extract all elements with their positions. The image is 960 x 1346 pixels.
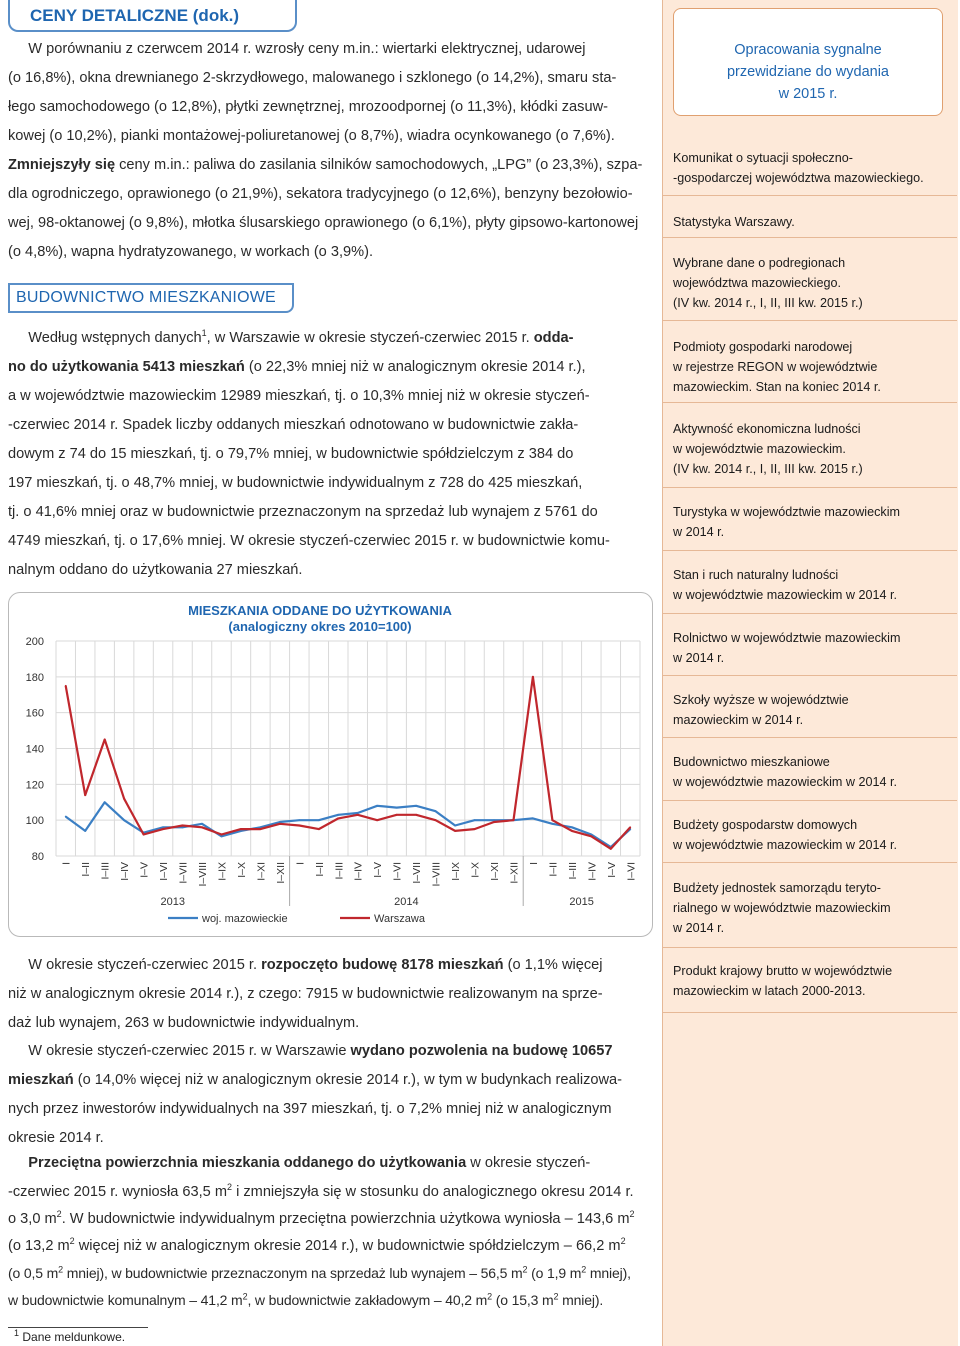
data-point (357, 812, 359, 814)
x-tick-label: I–V (605, 862, 618, 878)
x-tick-label: I–XII (274, 862, 287, 884)
sidebar-publication-line: Budżety gospodarstw domowych (673, 818, 858, 832)
sidebar-publication-line: Budownictwo mieszkaniowe (673, 755, 830, 769)
data-point (552, 819, 554, 821)
publications-sidebar (662, 0, 958, 1346)
sq-sup: 2 (227, 1182, 233, 1193)
footnote-ref: 1 (201, 328, 207, 339)
x-tick-label: I–V (372, 862, 385, 878)
sidebar-publication-line: Statystyka Warszawy. (673, 215, 795, 229)
sidebar-publication-item (673, 253, 933, 313)
permit-bold-a: wydano pozwolenia na budowę 10657 (350, 1043, 613, 1059)
data-point (65, 816, 67, 818)
x-tick-label: I–XII (508, 862, 521, 884)
start-line-1 (8, 951, 648, 979)
data-point (571, 826, 573, 828)
data-point (279, 821, 281, 823)
area-text-e: . W budownictwie indywidualnym przeciętna powierzchnia użytkowa wyniosła – 143,6 m (61, 1211, 630, 1227)
sidebar-publication-item (673, 337, 933, 397)
data-point (123, 798, 125, 800)
sidebar-publication-item (673, 419, 933, 479)
sidebar-header (673, 8, 943, 116)
area-line-5 (8, 1259, 648, 1287)
sidebar-publication-line: w 2014 r. (673, 921, 725, 935)
x-tick-label: I–V (138, 862, 151, 878)
sidebar-divider (663, 550, 957, 551)
area-text-j: (o 1,9 m (527, 1265, 582, 1281)
x-tick-label: I–II (547, 862, 560, 877)
prices-line-2: (o 16,8%), okna drewnianego 2-skrzydłowego, malowanego i szklonego (o 14,2%), smaru sta- (8, 70, 617, 86)
area-text-n: (o 15,3 m (492, 1292, 554, 1308)
area-text-b: -czerwiec 2015 r. wyniosła 63,5 m (8, 1184, 227, 1200)
x-tick-label: I–IX (450, 862, 463, 881)
year-label: 2015 (569, 896, 594, 908)
area-line-1 (8, 1149, 648, 1177)
sq-sup: 2 (620, 1236, 626, 1247)
y-tick-label: 100 (25, 815, 44, 828)
data-point (182, 825, 184, 827)
year-label: 2013 (160, 896, 186, 908)
sidebar-publication-line: w województwie mazowieckim. (673, 442, 846, 456)
sidebar-divider (663, 195, 957, 196)
footnote-divider (8, 1327, 148, 1328)
x-tick-label: I–IV (352, 862, 365, 881)
sidebar-publication-line: Produkt krajowy brutto w województwie (673, 964, 893, 978)
data-point (104, 801, 106, 803)
data-point (201, 826, 203, 828)
x-tick-label: I–VIII (430, 862, 443, 887)
data-point (337, 817, 339, 819)
x-tick-label: I (294, 862, 307, 865)
sidebar-publication-line: w województwie mazowieckim w 2014 r. (673, 588, 897, 602)
sidebar-publication-item (673, 628, 933, 668)
chart-title: MIESZKANIA ODDANE DO UŻYTKOWANIA (188, 603, 452, 618)
data-point (552, 823, 554, 825)
sq-sup: 2 (629, 1209, 635, 1220)
area-line-3 (8, 1205, 648, 1233)
x-tick-label: I–X (469, 862, 482, 878)
area-text-a: w okresie styczeń- (466, 1155, 591, 1171)
sidebar-publication-line: Budżety jednostek samorządu teryto- (673, 881, 881, 895)
data-point (357, 814, 359, 816)
data-point (513, 819, 515, 821)
y-tick-label: 140 (25, 743, 44, 756)
permit-line-4: okresie 2014 r. (8, 1130, 104, 1146)
data-point (493, 821, 495, 823)
sidebar-divider (663, 947, 957, 948)
data-point (474, 819, 476, 821)
data-point (532, 817, 534, 819)
x-tick-label: I–VI (158, 862, 171, 881)
y-tick-label: 80 (31, 851, 44, 863)
decrease-text: ceny m.in.: paliwa do zasilania silników samochodowych, „LPG” (o 23,3%), szpa- (115, 157, 643, 173)
sidebar-publication-item (673, 961, 933, 1001)
data-point (318, 819, 320, 821)
housing-line-7: tj. o 41,6% mniej oraz w budownictwie przeznaczonym na sprzedaż lub wynajem z 5761 do (8, 504, 598, 520)
area-text-g: więcej niż w analogicznym okresie 2014 r.), w budownictwie spółdzielczym – 66,2 m (74, 1238, 621, 1254)
sq-sup: 2 (242, 1291, 248, 1302)
sidebar-divider (663, 1012, 957, 1013)
prices-line-7: wej, 98-oktanowej (o 9,8%), młotka ślusarskiego oprawionego (o 6,1%), płyty gipsowo-kartonowej (8, 215, 639, 231)
housing-text-b: , w Warszawie w okresie styczeń-czerwiec 2015 r. (206, 330, 534, 346)
housing-line-8: 4749 mieszkań, tj. o 17,6% mniej. W okresie styczeń-czerwiec 2015 r. w budownictwie komu- (8, 533, 610, 549)
area-text-c: i zmniejszyła się w stosunku do analogicznego okresu 2014 r. (232, 1184, 634, 1200)
sidebar-divider (663, 402, 957, 403)
data-point (532, 676, 534, 678)
sidebar-publication-line: Turystyka w województwie mazowieckim (673, 505, 900, 519)
data-point (260, 828, 262, 830)
decrease-heading: Zmniejszyły się (8, 157, 116, 173)
data-point (221, 835, 223, 837)
permit-line-3: nych przez inwestorów indywidualnych na 397 mieszkań, tj. o 7,2% mniej niż w analogicznym (8, 1101, 612, 1117)
x-tick-label: I–VI (391, 862, 404, 881)
housing-line-6: 197 mieszkań, tj. o 48,7% mniej, w budownictwie indywidualnym z 728 do 425 mieszkań, (8, 475, 583, 491)
sidebar-publication-line: w województwie mazowieckim w 2014 r. (673, 838, 897, 852)
sidebar-publication-line: rialnego w województwie mazowieckim (673, 901, 891, 915)
housing-line-4: -czerwiec 2014 r. Spadek liczby oddanych mieszkań odnotowano w budownictwie zakła- (8, 417, 579, 433)
data-point (123, 819, 125, 821)
data-point (84, 794, 86, 796)
area-line-2 (8, 1178, 648, 1206)
housing-bold-a: odda- (533, 330, 574, 346)
area-line-4 (8, 1232, 648, 1260)
x-tick-label: I–III (566, 862, 579, 880)
permit-line-2 (8, 1066, 648, 1094)
sidebar-divider (663, 320, 957, 321)
x-tick-label: I–XI (255, 862, 268, 881)
sidebar-publication-line: (IV kw. 2014 r., I, II, III kw. 2015 r.) (673, 462, 863, 476)
sq-sup: 2 (58, 1264, 64, 1275)
x-tick-label: I–VI (625, 862, 638, 881)
permit-bold-b: mieszkań (8, 1072, 74, 1088)
sidebar-publication-line: Podmioty gospodarki narodowej (673, 340, 853, 354)
data-point (571, 830, 573, 832)
x-tick-label: I–VIII (197, 862, 209, 887)
sidebar-header-line-3: w 2015 r. (778, 86, 838, 102)
sidebar-publication-line: województwa mazowieckiego. (673, 276, 841, 290)
data-point (201, 823, 203, 825)
data-point (337, 814, 339, 816)
sidebar-divider (663, 237, 957, 238)
sidebar-publication-line: mazowieckim w 2014 r. (673, 713, 804, 727)
x-tick-label: I–IX (216, 862, 229, 881)
housing-text-a: Według wstępnych danych (28, 330, 202, 346)
sidebar-publication-item (673, 148, 933, 188)
start-text-b: (o 1,1% więcej (503, 957, 603, 973)
data-point (396, 807, 398, 809)
sidebar-publication-item (673, 815, 933, 855)
data-point (493, 819, 495, 821)
sq-sup: 2 (553, 1291, 559, 1302)
sidebar-publication-line: Rolnictwo w województwie mazowieckim (673, 631, 901, 645)
area-text-o: mniej). (558, 1292, 604, 1308)
prices-line-4: kowej (o 10,2%), pianki montażowej-poliuretanowej (o 8,7%), wiadra ocynkowanego (o 7,6%). (8, 128, 615, 144)
start-text-a: W okresie styczeń-czerwiec 2015 r. (28, 957, 262, 973)
data-point (396, 814, 398, 816)
sq-sup: 2 (522, 1264, 528, 1275)
prices-line-6: dla ogrodniczego, oprawionego (o 21,9%), sekatora tradycyjnego (o 12,6%), benzyny bezołowio- (8, 186, 633, 202)
data-point (590, 835, 592, 837)
area-text-i: mniej), w budownictwie przeznaczonym na sprzedaż lub wynajem – 56,5 m (63, 1265, 523, 1281)
sidebar-publication-item (673, 878, 933, 938)
area-text-f: (o 13,2 m (8, 1238, 70, 1254)
area-line-6 (8, 1286, 648, 1314)
sidebar-header-line-2: przewidziane do wydania (726, 64, 889, 80)
footnote-text: Dane meldunkowe. (22, 1330, 126, 1344)
sq-sup: 2 (69, 1236, 75, 1247)
sidebar-publication-line: w rejestrze REGON w województwie (673, 360, 878, 374)
y-tick-label: 160 (25, 707, 44, 720)
data-point (298, 819, 300, 821)
data-point (454, 830, 456, 832)
sidebar-publication-item (673, 502, 933, 542)
start-bold: rozpoczęto budowę 8178 mieszkań (261, 957, 504, 973)
prices-text: W porównaniu z czerwcem 2014 r. wzrosły ceny m.in.: wiertarki elektrycznej, udarowej (28, 41, 586, 57)
sidebar-publication-line: -gospodarczej województwa mazowieckiego. (673, 171, 924, 185)
data-point (162, 828, 164, 830)
sidebar-divider (663, 800, 957, 801)
y-tick-label: 120 (25, 779, 44, 792)
data-point (143, 834, 145, 836)
x-tick-label: I–XI (489, 862, 501, 881)
data-point (376, 819, 378, 821)
x-tick-label: I–III (333, 862, 346, 880)
sidebar-header-line-1: Opracowania sygnalne (734, 42, 882, 58)
x-tick-label: I–II (313, 862, 326, 877)
x-tick-label: I–II (80, 862, 93, 877)
sidebar-publication-line: (IV kw. 2014 r., I, II, III kw. 2015 r.) (673, 296, 863, 310)
area-text-m: , w budownictwie zakładowym – 40,2 m (247, 1292, 488, 1308)
data-point (84, 830, 86, 832)
data-point (221, 834, 223, 836)
sidebar-publication-line: w 2014 r. (673, 651, 725, 665)
x-tick-label: I–VII (177, 862, 190, 884)
permit-text-a: W okresie styczeń-czerwiec 2015 r. w Warszawie (28, 1043, 351, 1059)
x-tick-label: I–X (235, 862, 248, 878)
sidebar-publication-line: w 2014 r. (673, 525, 725, 539)
data-point (376, 805, 378, 807)
sq-sup: 2 (487, 1291, 493, 1302)
area-text-h: (o 0,5 m (8, 1265, 59, 1281)
data-point (610, 848, 612, 850)
sidebar-publication-line: Stan i ruch naturalny ludności (673, 568, 839, 582)
sidebar-publication-item (673, 212, 933, 232)
data-point (454, 825, 456, 827)
x-tick-label: I–III (99, 862, 112, 880)
x-tick-label: I–IV (586, 862, 599, 881)
sidebar-divider (663, 613, 957, 614)
sidebar-publication-line: mazowieckim w latach 2000-2013. (673, 984, 866, 998)
section-header-title: CENY DETALICZNE (dok.) (30, 6, 240, 25)
chart-subtitle: (analogiczny okres 2010=100) (228, 619, 412, 634)
sidebar-divider (663, 737, 957, 738)
permit-text-b: (o 14,0% więcej niż w analogicznym okresie 2014 r.), w tym w budynkach realizowa- (73, 1072, 623, 1088)
y-tick-label: 200 (25, 636, 44, 648)
sidebar-publication-item (673, 752, 933, 792)
sq-sup: 2 (581, 1264, 587, 1275)
housing-line-3: a w województwie mazowieckim 12989 mieszkań, tj. o 10,3% mniej niż w okresie styczeń- (8, 388, 590, 404)
area-text-k: mniej), (586, 1265, 631, 1281)
year-label: 2014 (394, 896, 419, 908)
data-point (279, 823, 281, 825)
area-bold: Przeciętna powierzchnia mieszkania oddanego do użytkowania (28, 1155, 467, 1171)
sidebar-publication-item (673, 690, 933, 730)
sidebar-publication-line: Szkoły wyższe w województwie (673, 693, 849, 707)
data-point (298, 825, 300, 827)
x-tick-label: I (60, 862, 73, 865)
footnote-mark: 1 (14, 1328, 20, 1338)
sidebar-publication-line: mazowieckim. Stan na koniec 2014 r. (673, 380, 881, 394)
permit-line-1 (8, 1037, 648, 1065)
sidebar-publication-line: w województwie mazowieckim w 2014 r. (673, 775, 897, 789)
sidebar-publication-line: Aktywność ekonomiczna ludności (673, 422, 861, 436)
legend-label: Warszawa (374, 913, 425, 925)
section-title: BUDOWNICTWO MIESZKANIOWE (16, 289, 276, 306)
area-text-d: o 3,0 m (8, 1211, 57, 1227)
y-tick-label: 180 (25, 671, 44, 684)
data-point (318, 828, 320, 830)
area-text-l: w budownictwie komunalnym – 41,2 m (8, 1292, 243, 1308)
housing-line-5: dowym z 74 do 15 mieszkań, tj. o 79,7% mniej, w budownictwie spółdzielczym z 384 do (8, 446, 574, 462)
x-tick-label: I–IV (119, 862, 132, 881)
sidebar-publication-item (673, 565, 933, 605)
data-point (435, 810, 437, 812)
start-line-3: daż lub wynajem, 263 w budownictwie indywidualnym. (8, 1015, 360, 1031)
data-point (474, 828, 476, 830)
prices-line-8: (o 4,8%), wapna hydratyzowanego, w workach (o 3,9%). (8, 244, 374, 260)
data-point (104, 739, 106, 741)
data-point (65, 685, 67, 687)
housing-bold-b: no do użytkowania 5413 mieszkań (8, 359, 245, 375)
data-point (629, 826, 631, 828)
x-tick-label: I–VII (411, 862, 424, 884)
start-line-2: niż w analogicznym okresie 2014 r.), z czego: 7915 w budownictwie realizowanym na sprze- (8, 986, 603, 1002)
sidebar-divider (663, 862, 957, 863)
sidebar-divider (663, 675, 957, 676)
data-point (240, 828, 242, 830)
sidebar-publication-line: Komunikat o sytuacji społeczno- (673, 151, 853, 165)
data-point (435, 819, 437, 821)
housing-line-9: nalnym oddano do użytkowania 27 mieszkań. (8, 562, 303, 578)
data-point (415, 814, 417, 816)
sq-sup: 2 (56, 1209, 62, 1220)
sidebar-divider (663, 487, 957, 488)
chart-svg (0, 0, 660, 945)
data-point (415, 805, 417, 807)
prices-line-3: łego samochodowego (o 12,8%), płytki zewnętrznej, mrozoodpornej (o 11,3%), kłódki zasuw- (8, 99, 608, 115)
legend-label: woj. mazowieckie (202, 913, 288, 925)
x-tick-label: I (527, 862, 540, 865)
housing-text-c: (o 22,3% mniej niż w analogicznym okresie 2014 r.), (244, 359, 586, 375)
footnote (14, 1330, 125, 1344)
sidebar-publication-line: Wybrane dane o podregionach (673, 256, 846, 270)
